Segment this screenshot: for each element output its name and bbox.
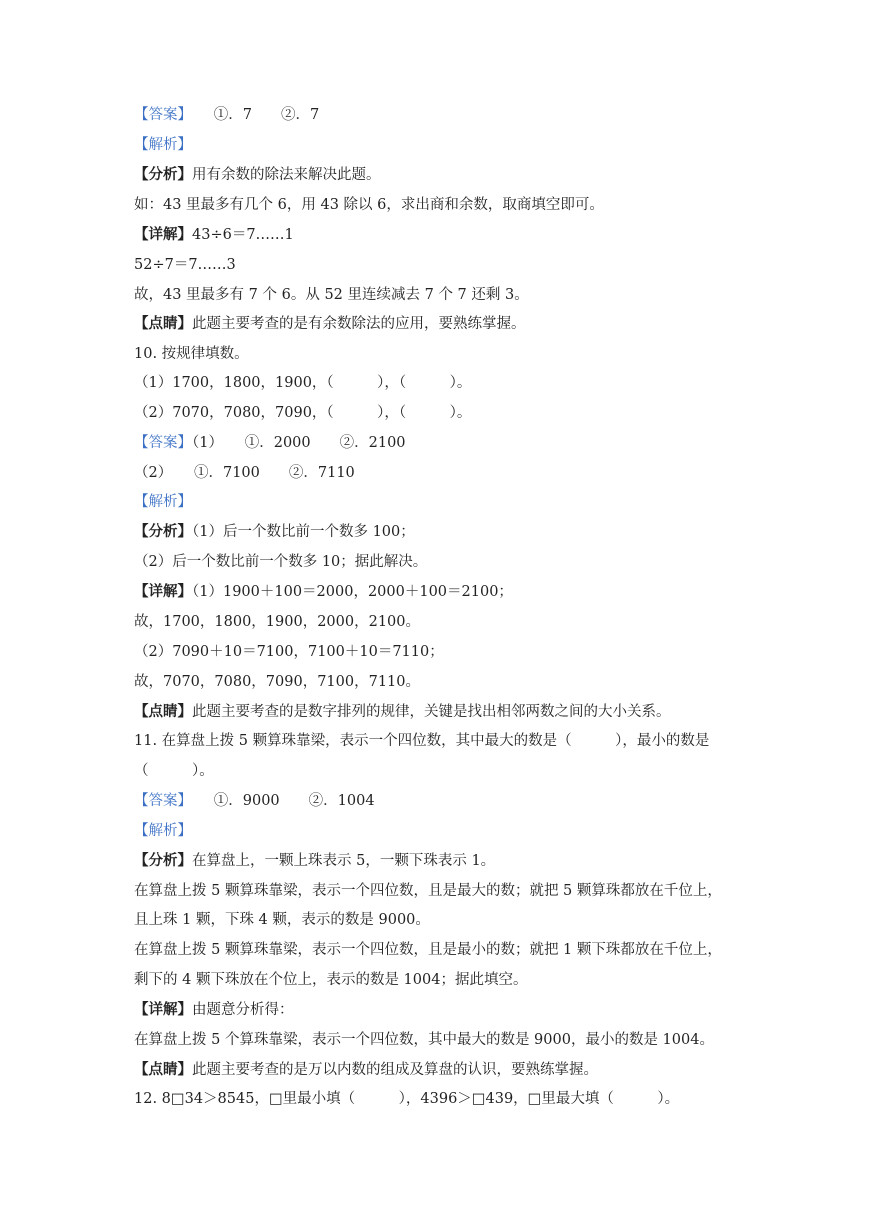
text-line	[134, 881, 749, 901]
line-text: ①．7 ②．7	[184, 107, 320, 123]
text-line	[134, 582, 749, 602]
line-text: （2）7090＋10＝7100，7100＋10＝7110；	[134, 644, 444, 660]
text-line	[134, 612, 749, 632]
bold-label: 【点睛】	[134, 703, 192, 720]
line-text: 用有余数的除法来解决此题。	[192, 167, 381, 183]
bold-label: 【分析】	[134, 166, 192, 183]
text-line	[134, 344, 749, 364]
text-line	[134, 791, 749, 811]
line-text: （2） ①．7100 ②．7110	[134, 465, 355, 481]
text-line	[134, 255, 749, 275]
text-line	[134, 195, 749, 215]
line-text: 如：43 里最多有几个 6，用 43 除以 6，求出商和余数，取商填空即可。	[134, 197, 604, 213]
text-line	[134, 285, 749, 305]
text-line	[134, 373, 749, 393]
line-text: ①．9000 ②．1004	[184, 793, 375, 809]
line-text: 故，7070，7080，7090，7100，7110。	[134, 674, 421, 690]
text-line	[134, 1000, 749, 1020]
line-text: 12. 8□34＞8545，□里最小填（ ），4396＞□439，□里最大填（ ）。	[134, 1091, 680, 1107]
line-text: 43÷6＝7……1	[192, 227, 294, 243]
bold-label: 【分析】	[134, 523, 192, 540]
line-text: 11. 在算盘上拨 5 颗算珠靠梁，表示一个四位数，其中最大的数是（ ），最小的数是	[134, 733, 710, 749]
line-text: 52÷7＝7……3	[134, 257, 236, 273]
line-text: 10. 按规律填数。	[134, 346, 249, 362]
text-line	[134, 702, 749, 722]
bold-label: 【详解】	[134, 583, 192, 600]
line-text: 由题意分析得：	[192, 1002, 294, 1018]
text-line	[134, 225, 749, 245]
line-text: 此题主要考查的是数字排列的规律，关键是找出相邻两数之间的大小关系。	[192, 704, 671, 720]
text-line	[134, 403, 749, 423]
line-text: （1）后一个数比前一个数多 100；	[192, 524, 415, 540]
line-text: （2）7070，7080，7090，（ ），（ ）。	[134, 405, 472, 421]
line-text: 在算盘上拨 5 颗算珠靠梁，表示一个四位数，且是最小的数；就把 1 颗下珠都放在千位上，	[134, 942, 722, 958]
text-line	[134, 910, 749, 930]
section-tag: 【答案】	[134, 107, 185, 123]
line-text: 且上珠 1 颗，下珠 4 颗，表示的数是 9000。	[134, 912, 430, 928]
text-line	[134, 642, 749, 662]
line-text: 剩下的 4 颗下珠放在个位上，表示的数是 1004；据此填空。	[134, 972, 528, 988]
line-text: 此题主要考查的是有余数除法的应用，要熟练掌握。	[192, 316, 526, 332]
section-tag: 【解析】	[134, 137, 192, 153]
text-line	[134, 761, 749, 781]
line-text: 在算盘上拨 5 个算珠靠梁，表示一个四位数，其中最大的数是 9000，最小的数是 1004。	[134, 1032, 714, 1048]
section-tag: 【答案】	[134, 793, 185, 809]
line-text: 在算盘上拨 5 颗算珠靠梁，表示一个四位数，且是最大的数；就把 5 颗算珠都放在千位上，	[134, 883, 722, 899]
text-line	[134, 731, 749, 751]
text-line	[134, 970, 749, 990]
line-text: （ ）。	[134, 763, 214, 779]
text-line	[134, 940, 749, 960]
text-line	[134, 522, 749, 542]
line-text: （2）后一个数比前一个数多 10；据此解决。	[134, 554, 428, 570]
text-line	[134, 821, 749, 841]
text-line	[134, 1089, 749, 1109]
text-line	[134, 1030, 749, 1050]
line-text: （1）1700，1800，1900，（ ），（ ）。	[134, 375, 472, 391]
line-text: 在算盘上，一颗上珠表示 5，一颗下珠表示 1。	[192, 853, 496, 869]
line-text: 故，1700，1800，1900，2000，2100。	[134, 614, 421, 630]
text-line	[134, 105, 749, 125]
bold-label: 【点睛】	[134, 1061, 192, 1078]
line-text: （1）1900＋100＝2000，2000＋100＝2100；	[192, 584, 513, 600]
text-line	[134, 672, 749, 692]
bold-label: 【详解】	[134, 226, 192, 243]
text-line	[134, 463, 749, 483]
text-line	[134, 492, 749, 512]
line-text: （1） ①．2000 ②．2100	[192, 435, 406, 451]
text-line	[134, 314, 749, 334]
bold-label: 【点睛】	[134, 315, 192, 332]
line-text: 此题主要考查的是万以内数的组成及算盘的认识，要熟练掌握。	[192, 1062, 598, 1078]
bold-label: 【分析】	[134, 852, 192, 869]
text-line	[134, 851, 749, 871]
section-tag: 【答案】	[134, 435, 192, 451]
text-line	[134, 165, 749, 185]
line-text: 故，43 里最多有 7 个 6。从 52 里连续减去 7 个 7 还剩 3。	[134, 287, 529, 303]
section-tag: 【解析】	[134, 823, 192, 839]
bold-label: 【详解】	[134, 1001, 192, 1018]
text-line	[134, 1060, 749, 1080]
text-line	[134, 135, 749, 155]
text-line	[134, 552, 749, 572]
section-tag: 【解析】	[134, 494, 192, 510]
text-line	[134, 433, 749, 453]
